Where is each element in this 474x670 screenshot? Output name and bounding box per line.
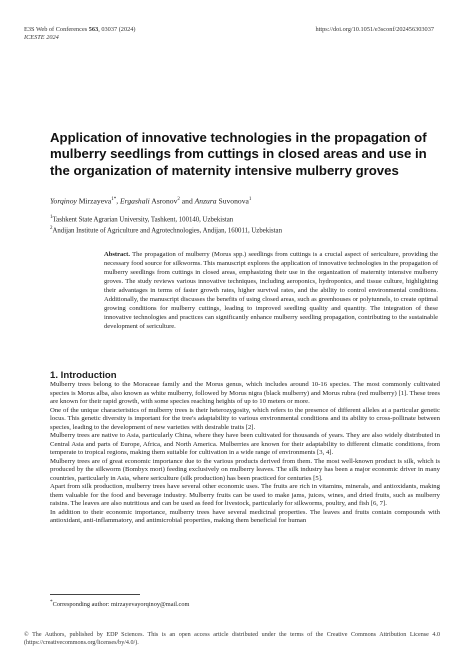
body-text (50, 381, 440, 526)
abstract-text: The propagation of mulberry (Morus spp.) seedlings from cuttings is a crucial aspect of sericulture, providing the necessary food source for silkworms. This manuscript explores the application of innovative technologies in the propagation of mulberry seedlings from cuttings in closed areas, emphasizing their use in the organization of maternity intensive mulberry groves. The study reviews various innovative techniques, including aeroponics, hydroponics, and tissue culture, highlighting their advantages in terms of faster growth rates, higher survival rates, and the ability to control environmental conditions. Additionally, the manuscript discusses the benefits of using closed areas, such as greenhouses or polytunnels, to create optimal growing conditions for mulberry cuttings, leading to improved seedling quality and quantity. The integration of these innovative technologies and practices can significantly enhance mulberry seedling propagation, contributing to the sustainable development of sericulture. (104, 251, 438, 330)
abstract-label: Abstract. (104, 251, 130, 258)
author-list (50, 195, 251, 207)
footnote (50, 598, 189, 609)
affiliation-text: Tashkent State Agrarian University, Tashkent, 100140, Uzbekistan (52, 216, 234, 224)
doi-link[interactable]: https://doi.org/10.1051/e3sconf/202456303037 (315, 26, 434, 33)
section-heading: 1. Introduction (50, 370, 117, 381)
affiliation (50, 224, 282, 235)
paragraph: Apart from silk production, mulberry trees have several other economic uses. The fruits are rich in vitamins, minerals, and antioxidants, making them valuable for the food and beverage industry. Mulberry fruits can be used to make jams, juices, wines, and dried fruits, such as mulberry raisins. The leaves are also nutritious and can be used as feed for livestock, particularly for silkworms, poultry, and fish [6, 7]. (50, 483, 440, 507)
affiliation-text: Andijan Institute of Agriculture and Agrotechnologies, Andijan, 160011, Uzbekistan (52, 227, 282, 235)
author-given-name: Yorqinoy (50, 196, 77, 206)
author-superscript: 1 (248, 197, 252, 202)
conference-name: ICESTE 2024 (24, 34, 59, 41)
journal-volume: 563 (88, 26, 99, 33)
affiliation-list (50, 213, 282, 236)
paper-title: Application of innovative technologies in the propagation of mulberry seedlings from cuttings in closed areas and use in the organization of maternity intensive mulberry groves (50, 130, 427, 178)
author-separator: , (116, 196, 121, 206)
affiliation (50, 213, 282, 224)
author-given-name: Anzura (194, 196, 217, 206)
author-family-name: Asronov (149, 196, 178, 206)
paragraph: Mulberry trees are native to Asia, particularly China, where they have been cultivated for thousands of years. They are also widely distributed in Central Asia and parts of Europe, Africa, and North America. Mulberries are known for their adaptability to different climatic conditions, from temperate to tropical regions, making them suitable for cultivation in a wide range of environments [3, 4]. (50, 432, 440, 456)
license-footer: © The Authors, published by EDP Sciences. This is an open access article distributed under the terms of the Creative Commons Attribution License 4.0 (https://creativecommons.org/licenses/by/4.0/). (24, 632, 440, 646)
footnote-mark: * (50, 599, 53, 605)
author-given-name: Ergashali (120, 196, 150, 206)
paragraph: One of the unique characteristics of mulberry trees is their heterozygosity, which refers to the presence of different alleles at a particular genetic locus. This genetic diversity is important for the tree's adaptability to various environmental conditions and its ability to cross-pollinate between species, leading to the development of new varieties with desirable traits [2]. (50, 406, 440, 431)
journal-suffix: , 03037 (2024) (98, 26, 136, 33)
footnote-text: Corresponding author: mirzayevayorqinoy@mail.com (52, 601, 190, 609)
journal-prefix: E3S Web of Conferences (24, 26, 89, 33)
author-separator: and (179, 196, 195, 206)
paragraph: In addition to their economic importance, mulberry trees have several medicinal properties. The leaves and fruits contain compounds with antioxidant, anti-inflammatory, and antimicrobial properties, making them beneficial for human (50, 508, 440, 524)
author-superscript: 1* (111, 197, 117, 202)
paragraph: Mulberry trees are of great economic importance due to the various products derived from them. The most well-known product is silk, which is produced by the silkworm (Bombyx mori) feeding exclusively on mulberry leaves. The silk industry has been a major economic driver in many countries, particularly in Asia, where sericulture (silk production) has been practiced for centuries [5]. (50, 457, 440, 482)
affiliation-number: 1 (50, 215, 53, 220)
abstract (104, 251, 438, 332)
footnote-divider (50, 594, 140, 595)
paragraph: Mulberry trees belong to the Moraceae family and the Morus genus, which includes around 10-16 species. The most commonly cultivated species is Morus alba, also known as white mulberry, followed by Morus nigra (black mulberry) and Morus rubra (red mulberry) [1]. These trees are known for their rapid growth, with some species reaching heights of up to 10 meters or more. (50, 381, 440, 405)
running-header (24, 26, 136, 42)
affiliation-number: 2 (50, 226, 53, 232)
journal-line (24, 26, 136, 34)
author-family-name: Suvonova (216, 196, 249, 206)
author-family-name: Mirzayeva (76, 196, 112, 206)
author-superscript: 2 (177, 197, 180, 202)
